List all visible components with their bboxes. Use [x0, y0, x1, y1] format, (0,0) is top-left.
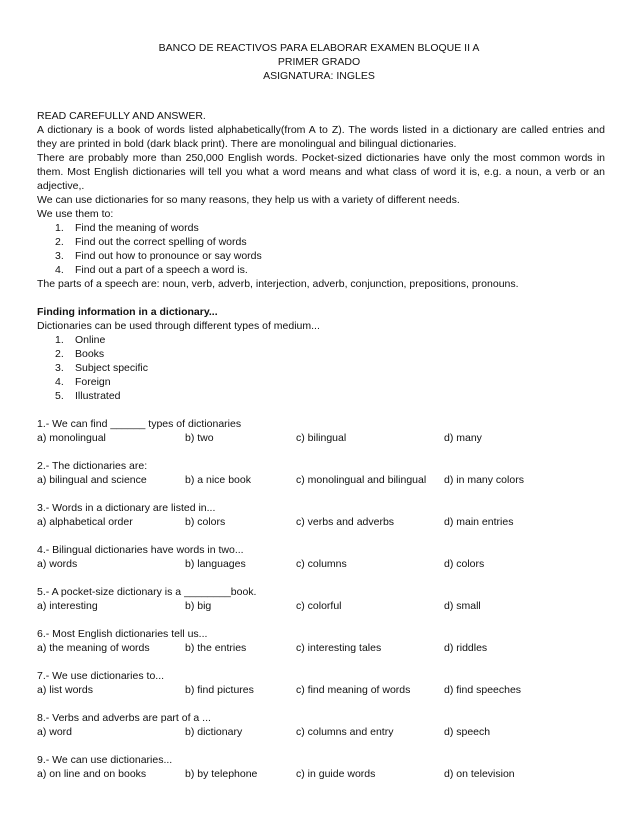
option-d: d) main entries — [444, 516, 514, 528]
option-b: b) colors — [185, 516, 226, 528]
option-a: a) monolingual — [37, 432, 106, 444]
header-grade: PRIMER GRADO — [277, 56, 361, 68]
question-5 — [37, 585, 605, 613]
question-8 — [37, 711, 605, 739]
question-text: 8.- Verbs and adverbs are part of a ... — [37, 712, 211, 724]
questions-section — [37, 417, 605, 781]
option-c: c) columns and entry — [296, 726, 394, 738]
option-d: d) colors — [444, 558, 485, 570]
option-b: b) find pictures — [185, 684, 254, 696]
option-b: b) big — [185, 600, 212, 612]
option-a: a) alphabetical order — [37, 516, 133, 528]
intro-paragraph-5: The parts of a speech are: noun, verb, adverb, interjection, adverb, conjunction, prepositions, pronouns. — [37, 278, 519, 290]
option-a: a) bilingual and science — [37, 474, 147, 486]
intro-paragraph-2: There are probably more than 250,000 English words. Pocket-sized dictionaries have only the most common words in them. Most English dictionaries will tell you what a word means and what class of word it is, e.g. a noun, a verb or an adjective,. — [37, 152, 605, 192]
answer-options — [37, 767, 605, 781]
option-b: b) by telephone — [185, 768, 258, 780]
option-b: b) two — [185, 432, 214, 444]
list-item: 4. Find out a part of a speech a word is. — [55, 264, 248, 276]
question-4 — [37, 543, 605, 571]
answer-options — [37, 473, 605, 487]
option-d: d) on television — [444, 768, 515, 780]
option-d: d) riddles — [444, 642, 488, 654]
answer-options — [37, 515, 605, 529]
question-text: 7.- We use dictionaries to... — [37, 670, 165, 682]
answer-options — [37, 725, 605, 739]
option-a: a) the meaning of words — [37, 642, 150, 654]
answer-options — [37, 641, 605, 655]
list-item: 4. Foreign — [55, 376, 111, 388]
list-item: 3. Find out how to pronounce or say words — [55, 250, 262, 262]
option-d: d) small — [444, 600, 481, 612]
option-c: c) monolingual and bilingual — [296, 474, 427, 486]
finding-title: Finding information in a dictionary... — [37, 306, 218, 318]
question-3 — [37, 501, 605, 529]
list-item: 5. Illustrated — [55, 390, 121, 402]
option-c: c) interesting tales — [296, 642, 382, 654]
question-text: 4.- Bilingual dictionaries have words in two... — [37, 544, 244, 556]
option-c: c) in guide words — [296, 768, 376, 780]
answer-options — [37, 557, 605, 571]
option-c: c) columns — [296, 558, 347, 570]
option-c: c) bilingual — [296, 432, 347, 444]
question-text: 3.- Words in a dictionary are listed in... — [37, 502, 216, 514]
option-b: b) dictionary — [185, 726, 243, 738]
types-list — [37, 333, 605, 403]
header-subject: ASIGNATURA: INGLES — [263, 70, 375, 82]
intro-title: READ CAREFULLY AND ANSWER. — [37, 110, 206, 122]
option-a: a) interesting — [37, 600, 98, 612]
option-b: b) the entries — [185, 642, 247, 654]
option-b: b) a nice book — [185, 474, 251, 486]
list-item: 1. Find the meaning of words — [55, 222, 199, 234]
header-title: BANCO DE REACTIVOS PARA ELABORAR EXAMEN BLOQUE II A — [158, 42, 480, 54]
question-2 — [37, 459, 605, 487]
intro-paragraph-4: We use them to: — [37, 208, 114, 220]
option-d: d) in many colors — [444, 474, 524, 486]
option-d: d) many — [444, 432, 482, 444]
answer-options — [37, 431, 605, 445]
option-a: a) word — [37, 726, 73, 738]
question-text: 6.- Most English dictionaries tell us... — [37, 628, 208, 640]
option-a: a) list words — [37, 684, 94, 696]
list-item: 2. Find out the correct spelling of words — [55, 236, 247, 248]
finding-paragraph: Dictionaries can be used through different types of medium... — [37, 320, 320, 332]
answer-options — [37, 599, 605, 613]
list-item: 3. Subject specific — [55, 362, 148, 374]
question-6 — [37, 627, 605, 655]
question-text: 2.- The dictionaries are: — [37, 460, 148, 472]
option-a: a) words — [37, 558, 78, 570]
option-c: c) verbs and adverbs — [296, 516, 395, 528]
option-b: b) languages — [185, 558, 246, 570]
question-7 — [37, 669, 605, 697]
answer-options — [37, 683, 605, 697]
option-c: c) colorful — [296, 600, 342, 612]
option-c: c) find meaning of words — [296, 684, 411, 696]
intro-paragraph-1: A dictionary is a book of words listed alphabetically(from A to Z). The words listed in a dictionary are called entries and they are printed in bold (dark black print). There are monolingual and bilingual dictionaries. — [37, 124, 605, 150]
question-9 — [37, 753, 605, 781]
question-text: 9.- We can use dictionaries... — [37, 754, 173, 766]
option-a: a) on line and on books — [37, 768, 147, 780]
list-item: 2. Books — [55, 348, 105, 360]
document-body — [37, 109, 605, 781]
question-1 — [37, 417, 605, 445]
intro-paragraph-3: We can use dictionaries for so many reasons, they help us with a variety of different needs. — [37, 194, 460, 206]
option-d: d) find speeches — [444, 684, 522, 696]
question-text: 1.- We can find ______ types of dictionaries — [37, 418, 242, 430]
uses-list — [37, 221, 605, 277]
option-d: d) speech — [444, 726, 491, 738]
list-item: 1. Online — [55, 334, 106, 346]
question-text: 5.- A pocket-size dictionary is a ________book. — [37, 586, 257, 598]
document-header — [0, 41, 638, 83]
